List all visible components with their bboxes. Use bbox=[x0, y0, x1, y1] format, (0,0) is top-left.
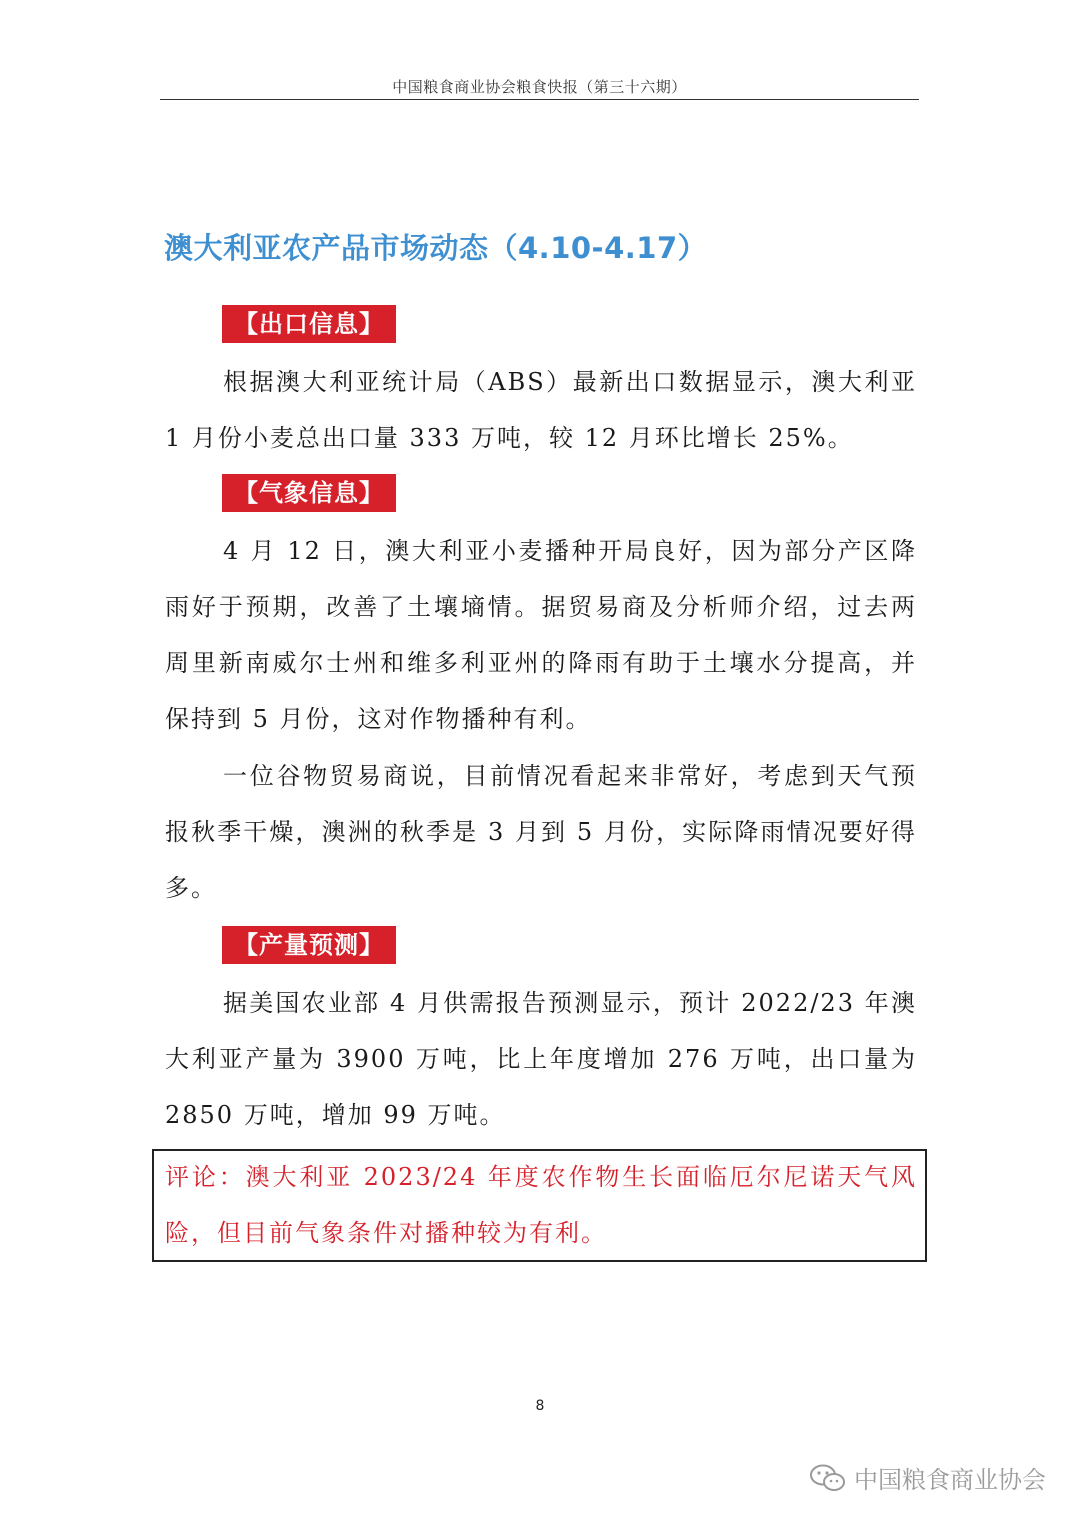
article-title: 澳大利亚农产品市场动态（4.10-4.17） bbox=[164, 231, 708, 265]
section-tag-export: 【出口信息】 bbox=[222, 305, 396, 343]
paragraph-export: 根据澳大利亚统计局（ABS）最新出口数据显示，澳大利亚 1 月份小麦总出口量 333 万吨，较 12 月环比增长 25%。 bbox=[165, 368, 917, 452]
watermark bbox=[808, 1460, 1046, 1495]
watermark-text: 中国粮食商业协会 bbox=[854, 1466, 1046, 1494]
paragraph-weather-1: 4 月 12 日，澳大利亚小麦播种开局良好，因为部分产区降雨好于预期，改善了土壤墒情。据贸易商及分析师介绍，过去两周里新南威尔士州和维多利亚州的降雨有助于土壤水分提高，并保持到 5 月份，这对作物播种有利。 bbox=[165, 537, 917, 733]
comment-text: 评论：澳大利亚 2023/24 年度农作物生长面临厄尔尼诺天气风险，但目前气象条件对播种较为有利。 bbox=[165, 1163, 917, 1247]
section-tag-weather: 【气象信息】 bbox=[222, 474, 396, 512]
page-number: 8 bbox=[535, 1398, 545, 1414]
paragraph-weather-2: 一位谷物贸易商说，目前情况看起来非常好，考虑到天气预报秋季干燥，澳洲的秋季是 3 月到 5 月份，实际降雨情况要好得多。 bbox=[165, 762, 917, 902]
paragraph-production: 据美国农业部 4 月供需报告预测显示，预计 2022/23 年澳大利亚产量为 3900 万吨，比上年度增加 276 万吨，出口量为 2850 万吨，增加 99 万吨。 bbox=[165, 989, 917, 1129]
header-rule bbox=[160, 99, 919, 100]
page-header: 中国粮食商业协会粮食快报（第三十六期） bbox=[392, 78, 687, 96]
section-tag-production: 【产量预测】 bbox=[222, 926, 396, 964]
wechat-icon bbox=[808, 1463, 848, 1493]
